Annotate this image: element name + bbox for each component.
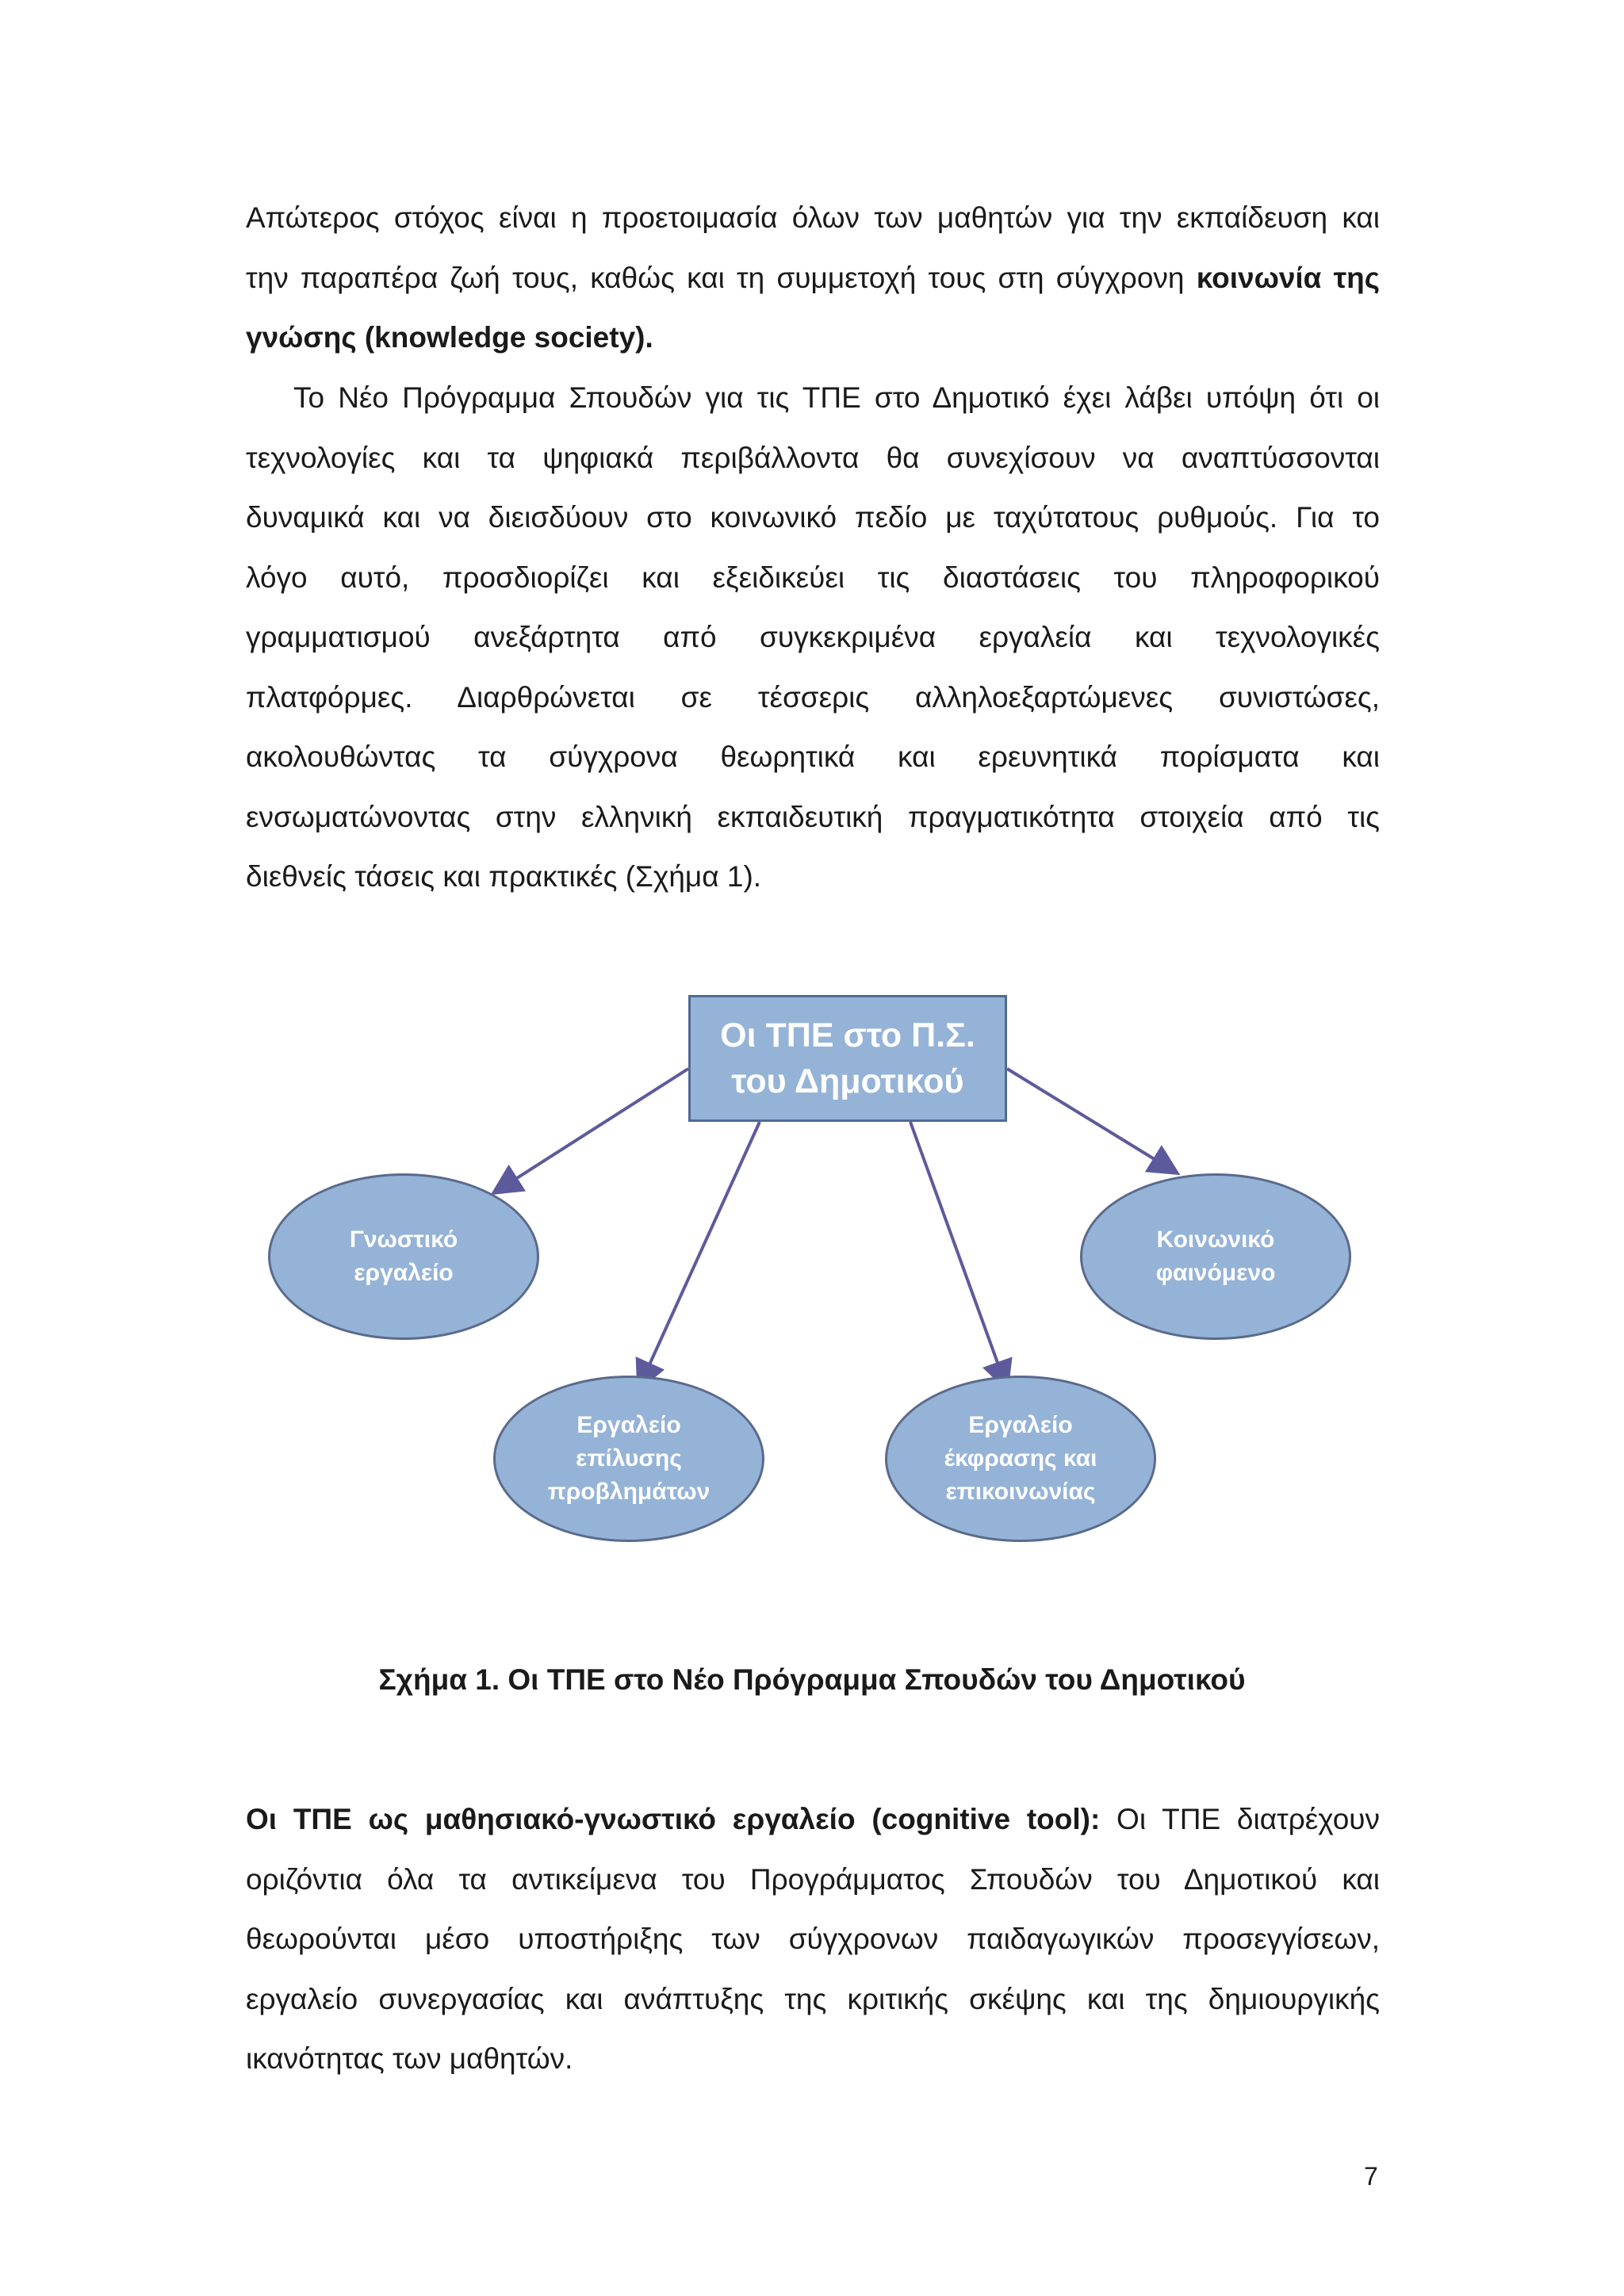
node-label-line: επικοινωνίας [945,1479,1096,1505]
node-label-line: Εργαλείο [968,1412,1073,1438]
node-label-line: προβλημάτων [547,1479,710,1505]
root-line: του Δημοτικού [731,1062,964,1100]
node-problem-solving-tool [493,1376,764,1542]
arrow-to-expression [910,1122,1007,1389]
text-line [246,308,1380,368]
bold-term: κοινωνία της [1196,261,1381,294]
text-line: τεχνολογίες και τα ψηφιακά περιβάλλοντα θα συνεχίσουν να αναπτύσσονται [246,441,1380,474]
ict-diagram [238,983,1396,1601]
node-label-line: έκφρασης και [944,1445,1097,1471]
root-line: Οι ΤΠΕ στο Π.Σ. [720,1016,975,1054]
diagram-root-box [688,995,1007,1122]
bold-term: Οι ΤΠΕ ως μαθησιακό-γνωστικό εργαλείο (cognitive tool): [246,1803,1101,1835]
arrow-to-problem-solving [638,1122,760,1389]
bold-term: γνώσης (knowledge society). [246,321,653,354]
text-line: Το Νέο Πρόγραμμα Σπουδών για τις ΤΠΕ στο Δημοτικό έχει λάβει υπόψη ότι οι [293,381,1380,414]
node-label-line: Κοινωνικό [1156,1226,1275,1253]
text-line: πλατφόρμες. Διαρθρώνεται σε τέσσερις αλληλοεξαρτώμενες συνιστώσες, [246,680,1380,714]
text-line [246,248,1380,308]
text-span: την παραπέρα ζωή τους, καθώς και τη συμμετοχή τους στη σύγχρονη [246,261,1197,294]
node-social-phenomenon [1080,1173,1351,1340]
node-label-line: Εργαλείο [576,1412,681,1438]
node-label-line: εργαλείο [354,1260,454,1286]
node-label-line: Γνωστικό [349,1226,458,1253]
text-line [246,1789,1380,1850]
text-line: ενσωματώνοντας στην ελληνική εκπαιδευτική πραγματικότητα στοιχεία από τις [246,800,1380,833]
text-line: Απώτερος στόχος είναι η προετοιμασία όλων των μαθητών για την εκπαίδευση και [246,201,1380,234]
arrow-to-social-phenomenon [1007,1069,1178,1173]
text-line: εργαλείο συνεργασίας και ανάπτυξης της κριτικής σκέψης και της δημιουργικής [246,1982,1380,2015]
arrow-to-cognitive-tool [493,1069,688,1193]
node-expression-communication-tool [885,1376,1156,1542]
text-line: λόγο αυτό, προσδιορίζει και εξειδικεύει τις διαστάσεις του πληροφορικού [246,561,1380,594]
text-line: δυναμικά και να διεισδύουν στο κοινωνικό πεδίο με ταχύτατους ρυθμούς. Για το [246,501,1380,534]
node-label-line: επίλυσης [576,1445,682,1471]
text-line: διεθνείς τάσεις και πρακτικές (Σχήμα 1). [246,860,762,893]
text-line: οριζόντια όλα τα αντικείμενα του Προγράμματος Σπουδών του Δημοτικού και [246,1862,1380,1896]
intro-paragraph [246,188,1380,368]
node-label-line: φαινόμενο [1155,1260,1276,1286]
figure-caption: Σχήμα 1. Οι ΤΠΕ στο Νέο Πρόγραμμα Σπουδών του Δημοτικού [378,1663,1246,1696]
text-line: ικανότητας των μαθητών. [246,2042,573,2075]
text-line: γραμματισμού ανεξάρτητα από συγκεκριμένα εργαλεία και τεχνολογικές [246,621,1380,653]
curriculum-paragraph [246,368,1380,907]
text-span: Οι ΤΠΕ διατρέχουν [1100,1803,1381,1835]
node-cognitive-tool [268,1173,539,1340]
cognitive-tool-paragraph [246,1789,1380,2089]
text-line: ακολουθώντας τα σύγχρονα θεωρητικά και ερευνητικά πορίσματα και [246,740,1380,773]
text-line: θεωρούνται μέσο υποστήριξης των σύγχρονων παιδαγωγικών προσεγγίσεων, [246,1923,1380,1955]
page-number: 7 [1364,2162,1378,2191]
